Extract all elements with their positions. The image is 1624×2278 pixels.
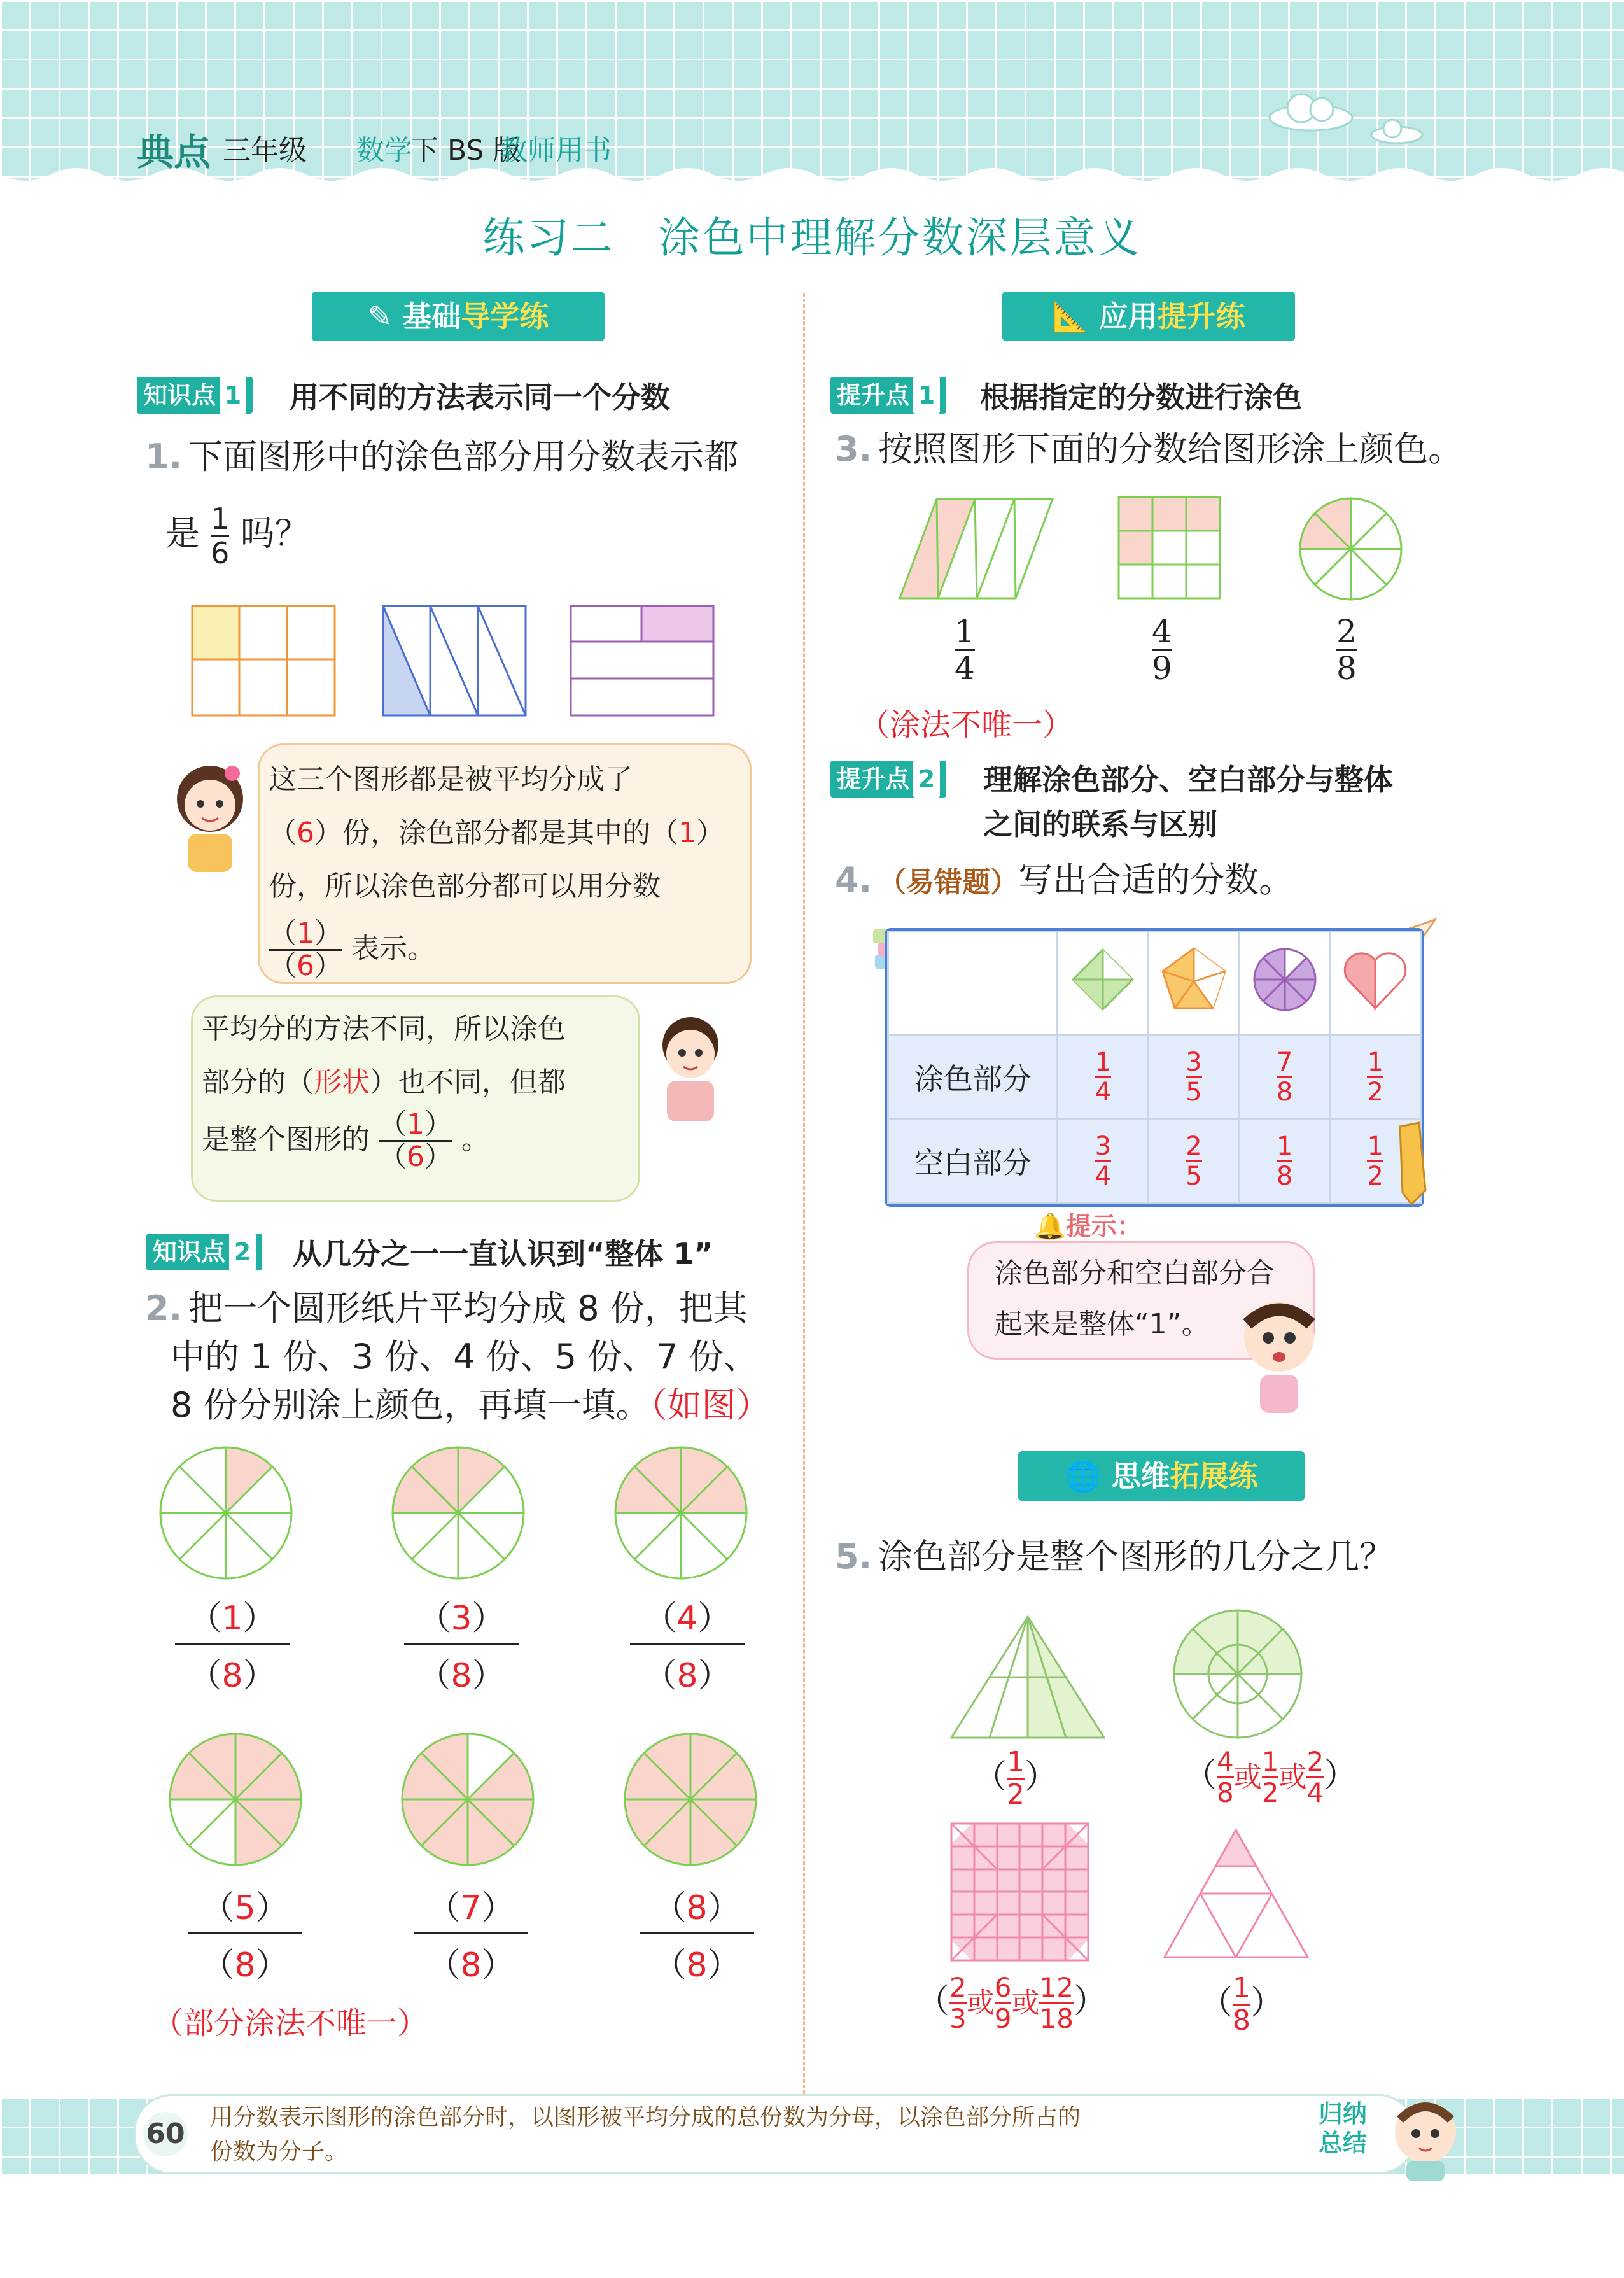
header-grade: 三年级 <box>223 134 307 167</box>
header-subject: 数学 <box>356 134 412 167</box>
section-banner-basic <box>312 292 605 341</box>
figure-circle-eighths <box>1295 493 1406 605</box>
banner-text: 应用 <box>1098 299 1158 334</box>
globe-icon: 🌐 <box>1065 1459 1102 1493</box>
summary-tag: 归纳 总结 <box>1318 2100 1367 2157</box>
circle-eighths-7 <box>395 1726 541 1873</box>
knowledge-point-title-1: 用不同的方法表示同一个分数 <box>290 380 670 414</box>
question-1: 1. 下面图形中的涂色部分用分数表示都 <box>145 437 739 477</box>
page-title: 练习二 涂色中理解分数深层意义 <box>482 213 1142 262</box>
avatar-baby <box>1384 2094 1467 2183</box>
header-book: 教师用书 <box>500 134 612 167</box>
figure-rect-strips <box>570 605 716 719</box>
answer-fraction-5: （7） （8） <box>414 1881 528 1986</box>
improve-point-tag-2: 提升点 2 <box>830 761 946 798</box>
figure-grid-2x3 <box>191 605 337 719</box>
row-label-shaded: 涂色部分 <box>888 1035 1058 1119</box>
speech-bubble-boy: 平均分的方法不同，所以涂色 部分的（形状）也不同，但都 是整个图形的 $\frac{(1)}{(6)}$ 。 <box>191 995 640 1202</box>
compass-icon: ✎ <box>367 299 393 334</box>
page-number: 60 <box>143 2112 188 2156</box>
circle-eighths-5 <box>162 1726 309 1873</box>
avatar-girl <box>162 754 258 882</box>
row-label-blank: 空白部分 <box>888 1119 1058 1203</box>
cloud-icon <box>1263 89 1359 134</box>
figure-grid-3x3 <box>1117 495 1222 600</box>
improve-point-title-1: 根据指定的分数进行涂色 <box>980 380 1302 414</box>
q5-answer-2: （ $\frac{4}{8}$ 或 $\frac{1}{2}$ 或 $\frac{2}{4}$ ） <box>1184 1746 1357 1809</box>
figure-parallelogram <box>897 496 1056 601</box>
column-divider <box>803 293 805 2094</box>
question-2: 2. 把一个圆形纸片平均分成 8 份，把其 中的 1 份、3 份、4 份、5 份、7 份、 8 份分别涂上颜色，再填一填。（如图） <box>145 1288 771 1425</box>
answer-fraction-4: （5） （8） <box>188 1881 302 1986</box>
fraction-label: $\frac{4}{9}$ <box>1152 613 1172 687</box>
question-3: 3. 按照图形下面的分数给图形涂上颜色。 <box>835 429 1463 469</box>
figure-triangle-eighths <box>1161 1827 1311 1960</box>
q2-note: （部分涂法不唯一） <box>153 2006 428 2041</box>
speech-bubble-girl: 这三个图形都是被平均分成了 （6）份，涂色部分都是其中的（1） 份，所以涂色部分都可以用分数 $\frac{(1)}{(6)}$ 表示。 <box>258 743 752 984</box>
circle-eighths-8 <box>617 1726 764 1873</box>
answer-fraction-3: （4） （8） <box>630 1591 745 1696</box>
circle-eighths-4 <box>608 1440 754 1586</box>
figure-ring-circle <box>1171 1607 1305 1741</box>
ruler-icon: 📐 <box>1052 299 1089 334</box>
header-wave-edge <box>0 167 1624 192</box>
knowledge-point-tag-1: 知识点 1 <box>137 377 253 414</box>
banner-highlight: 导学练 <box>461 299 549 334</box>
avatar-boy <box>643 1006 738 1133</box>
shape-pentagon-fifths <box>1149 932 1240 1035</box>
figure-rect-triangles <box>382 605 528 719</box>
figure-triangle-halves <box>948 1614 1107 1741</box>
figure-grid-star <box>948 1820 1091 1964</box>
q5-answer-1: （ $\frac{1}{2}$ ） <box>974 1746 1058 1811</box>
circle-eighths-1 <box>153 1440 299 1586</box>
banner-highlight: 提升练 <box>1157 299 1245 334</box>
q5-answer-4: （ $\frac{1}{8}$ ） <box>1200 1972 1284 2037</box>
improve-point-title-2: 理解涂色部分、空白部分与整体 之间的联系与区别 <box>983 763 1393 841</box>
section-banner-apply <box>1002 292 1295 341</box>
fraction-label: $\frac{2}{8}$ <box>1336 613 1357 687</box>
knowledge-point-tag-2: 知识点 2 <box>146 1234 262 1270</box>
improve-point-tag-1: 提升点 1 <box>830 377 946 414</box>
fraction: $\frac{1}{6}$ <box>211 502 230 570</box>
circle-eighths-3 <box>385 1440 531 1586</box>
q3-note: （涂法不唯一） <box>859 707 1074 743</box>
banner-text: 思维 <box>1111 1459 1170 1493</box>
tip-title: 🔔提示： <box>1034 1212 1142 1241</box>
fraction-answer: $\frac{(1)}{(6)}$ <box>379 1108 452 1174</box>
question-4: 4. （易错题）写出合适的分数。 <box>835 860 1294 900</box>
summary-text: 用分数表示图形的涂色部分时，以图形被平均分成的总份数为分母，以涂色部分所占的 份数为分子。 <box>210 2104 1081 2165</box>
shape-square-quarters <box>1058 932 1149 1035</box>
banner-text: 基础 <box>402 299 461 334</box>
banner-highlight: 拓展练 <box>1170 1459 1258 1493</box>
shape-heart-halves <box>1330 932 1421 1035</box>
tip-bubble: 涂色部分和空白部分合 起来是整体“1”。 <box>967 1241 1315 1360</box>
question-5: 5. 涂色部分是整个图形的几分之几？ <box>835 1536 1394 1577</box>
knowledge-point-title-2: 从几分之一一直认识到“整体 1” <box>293 1237 713 1271</box>
section-banner-extend <box>1018 1451 1305 1501</box>
header-edition: 下 BS 版 <box>410 134 521 167</box>
brand-logo: 典点 <box>137 130 211 174</box>
shape-circle-eighths <box>1239 932 1330 1035</box>
answer-fraction-1: （1） （8） <box>175 1591 290 1696</box>
pencil-icon <box>1387 1120 1432 1209</box>
cloud-icon <box>1368 115 1425 146</box>
fraction-table: 涂色部分 $\frac{1}{4}$ $\frac{3}{5}$ $\frac{7}{8}$ $\frac{1}{2}$ 空白部分 $\frac{3}{4}$ $\frac{2}{5}$ $\frac{1}{8}$ $\frac{1}{2}$ <box>885 928 1424 1207</box>
avatar-child <box>1231 1292 1327 1423</box>
fraction-label: $\frac{1}{4}$ <box>955 613 975 687</box>
answer-fraction-2: （3） （8） <box>404 1591 519 1696</box>
fraction-answer: $\frac{(1)}{(6)}$ <box>269 917 342 983</box>
answer-fraction-6: （8） （8） <box>640 1881 754 1986</box>
q5-answer-3: （ $\frac{2}{3}$ 或 $\frac{6}{9}$ 或 $\frac{12}{18}$ ） <box>916 1972 1107 2035</box>
bell-icon: 🔔 <box>1034 1212 1066 1241</box>
question-1-line2: 是 $\frac{1}{6}$ 吗？ <box>165 502 309 570</box>
